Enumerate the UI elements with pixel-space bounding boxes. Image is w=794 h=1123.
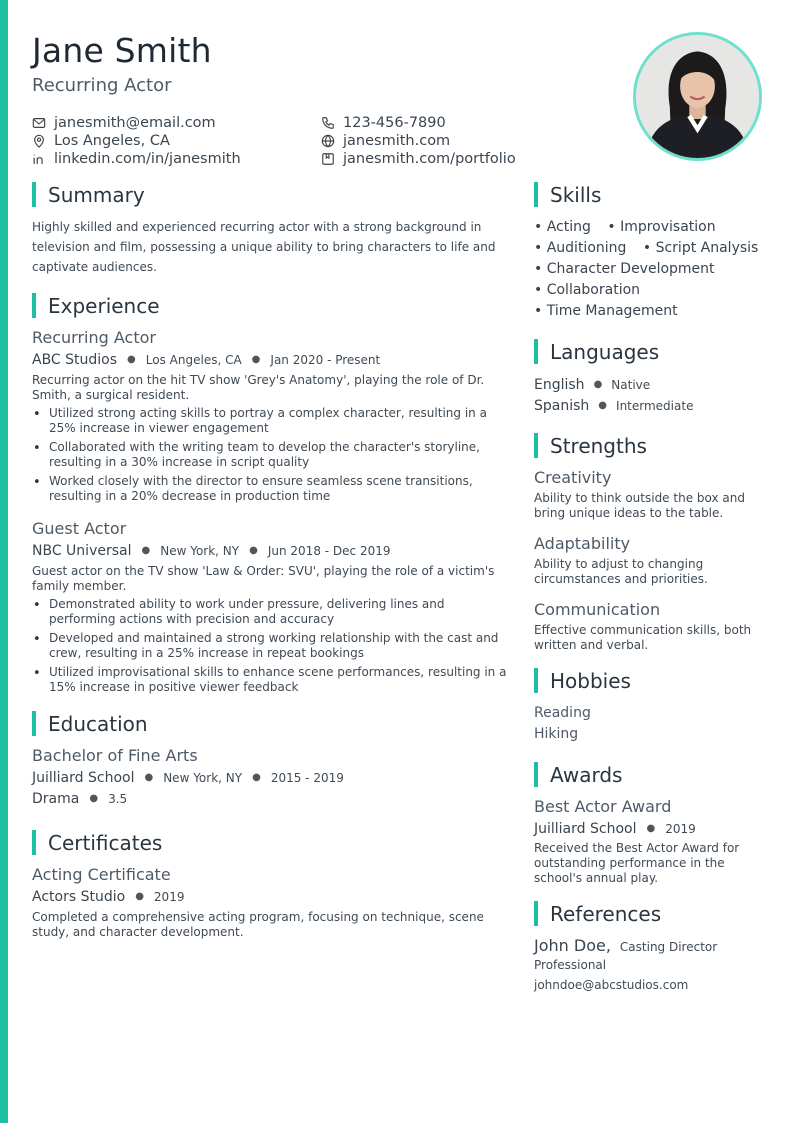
education-dates: 2015 - 2019 bbox=[270, 771, 344, 785]
skill-item: • Character Development bbox=[534, 261, 715, 277]
contact-phone[interactable] bbox=[321, 114, 581, 131]
hobbies-heading bbox=[534, 668, 774, 693]
summary-section bbox=[32, 182, 512, 277]
languages-heading-text: Languages bbox=[550, 339, 660, 364]
school-name: Juilliard School bbox=[32, 770, 135, 786]
language-name: Spanish bbox=[534, 397, 590, 414]
heading-accent-bar bbox=[534, 433, 538, 458]
separator-dot: ● bbox=[593, 379, 603, 390]
experience-heading-text: Experience bbox=[48, 293, 160, 318]
certificate-meta bbox=[32, 888, 512, 906]
skills-list bbox=[534, 217, 774, 322]
achievement-item: • Worked closely with the director to ensure seamless scene transitions, resulting in a 20% decrease in production time bbox=[32, 474, 512, 504]
certificate-year: 2019 bbox=[153, 890, 185, 904]
heading-accent-bar bbox=[32, 711, 36, 736]
phone-icon bbox=[321, 116, 335, 130]
reference-name-row bbox=[534, 936, 774, 955]
website-text: janesmith.com bbox=[343, 132, 451, 149]
certificates-section bbox=[32, 830, 512, 940]
strength-item bbox=[534, 534, 774, 587]
linkedin-text: linkedin.com/in/janesmith bbox=[54, 150, 241, 167]
profile-photo bbox=[633, 32, 762, 161]
references-section bbox=[534, 901, 774, 995]
skills-section bbox=[534, 182, 774, 322]
reference-name: John Doe, bbox=[534, 936, 611, 955]
awards-section bbox=[534, 762, 774, 886]
certificates-heading bbox=[32, 830, 512, 855]
experience-section bbox=[32, 293, 512, 695]
accent-bar bbox=[0, 0, 8, 1123]
skill-item: • Script Analysis bbox=[642, 240, 759, 256]
separator-dot: ● bbox=[252, 772, 261, 783]
education-heading bbox=[32, 711, 512, 736]
certificates-heading-text: Certificates bbox=[48, 830, 163, 855]
heading-accent-bar bbox=[534, 762, 538, 787]
strengths-heading bbox=[534, 433, 774, 458]
candidate-name: Jane Smith bbox=[32, 31, 212, 70]
job-dates: Jan 2020 - Present bbox=[270, 353, 381, 367]
strength-desc: Effective communication skills, both written and verbal. bbox=[534, 623, 752, 652]
linkedin-icon bbox=[32, 152, 46, 166]
hobbies-heading-text: Hobbies bbox=[550, 668, 631, 693]
location-text: Los Angeles, CA bbox=[54, 132, 170, 149]
candidate-title: Recurring Actor bbox=[32, 75, 172, 96]
award-year: 2019 bbox=[665, 822, 696, 836]
skills-heading-text: Skills bbox=[550, 182, 602, 207]
profile-portrait bbox=[636, 35, 759, 158]
skill-item: • Auditioning bbox=[534, 240, 627, 256]
phone-text: 123-456-7890 bbox=[343, 114, 446, 131]
education-section bbox=[32, 711, 512, 808]
separator-dot: ● bbox=[144, 772, 154, 783]
summary-heading-text: Summary bbox=[48, 182, 145, 207]
awards-heading bbox=[534, 762, 774, 787]
strengths-heading-text: Strengths bbox=[550, 433, 647, 458]
strength-title: Creativity bbox=[534, 468, 612, 487]
field-of-study: Drama bbox=[32, 791, 80, 807]
job-entry bbox=[32, 328, 512, 504]
degree-title: Bachelor of Fine Arts bbox=[32, 746, 198, 765]
achievement-item: • Demonstrated ability to work under pressure, delivering lines and performing actions with precision and accuracy bbox=[32, 597, 512, 627]
separator-dot: ● bbox=[135, 891, 144, 902]
skills-row bbox=[534, 259, 774, 280]
award-title: Best Actor Award bbox=[534, 797, 672, 816]
hobby-item: Reading bbox=[534, 705, 591, 721]
heading-accent-bar bbox=[32, 830, 36, 855]
contact-location bbox=[32, 132, 321, 149]
strength-item bbox=[534, 600, 774, 653]
skills-heading bbox=[534, 182, 774, 207]
education-field-row bbox=[32, 790, 512, 808]
heading-accent-bar bbox=[32, 182, 36, 207]
contact-info bbox=[32, 114, 592, 167]
education-heading-text: Education bbox=[48, 711, 148, 736]
job-description: Guest actor on the TV show 'Law & Order: SVU', playing the role of a victim's family member. bbox=[32, 564, 495, 593]
languages-section bbox=[534, 339, 774, 416]
job-location: Los Angeles, CA bbox=[145, 353, 242, 367]
map-pin-icon bbox=[32, 134, 46, 148]
achievement-item: • Collaborated with the writing team to develop the character's storyline, resulting in a 30% increase in script quality bbox=[32, 440, 512, 470]
heading-accent-bar bbox=[534, 182, 538, 207]
bookmark-icon bbox=[321, 152, 335, 166]
references-heading bbox=[534, 901, 774, 926]
language-item bbox=[534, 374, 774, 395]
hobbies-section bbox=[534, 668, 774, 745]
job-dates: Jun 2018 - Dec 2019 bbox=[267, 544, 391, 558]
heading-accent-bar bbox=[32, 293, 36, 318]
contact-linkedin[interactable] bbox=[32, 150, 321, 167]
skill-item: • Time Management bbox=[534, 303, 678, 319]
job-meta bbox=[32, 542, 512, 560]
heading-accent-bar bbox=[534, 901, 538, 926]
separator-dot: ● bbox=[127, 354, 136, 365]
globe-icon bbox=[321, 134, 335, 148]
job-achievements bbox=[32, 597, 512, 695]
strength-desc: Ability to think outside the box and bring unique ideas to the table. bbox=[534, 491, 745, 520]
reference-email[interactable]: johndoe@abcstudios.com bbox=[534, 978, 689, 992]
job-location: New York, NY bbox=[160, 544, 240, 558]
side-column bbox=[534, 182, 774, 995]
skills-row bbox=[534, 217, 774, 238]
heading-accent-bar bbox=[534, 339, 538, 364]
achievement-item: • Utilized strong acting skills to portray a complex character, resulting in a 25% increase in viewer engagement bbox=[32, 406, 512, 436]
reference-role: Casting Director bbox=[619, 940, 718, 954]
skill-item: • Collaboration bbox=[534, 282, 641, 298]
email-text: janesmith@email.com bbox=[54, 114, 216, 131]
envelope-icon bbox=[32, 116, 46, 130]
school-location: New York, NY bbox=[163, 771, 243, 785]
job-company: ABC Studios bbox=[32, 352, 118, 368]
experience-heading bbox=[32, 293, 512, 318]
certificate-issuer: Actors Studio bbox=[32, 889, 126, 905]
job-description: Recurring actor on the hit TV show 'Grey's Anatomy', playing the role of Dr. Smith, a surgical resident. bbox=[32, 373, 485, 402]
portfolio-text: janesmith.com/portfolio bbox=[343, 150, 516, 167]
strength-title: Communication bbox=[534, 600, 661, 619]
contact-portfolio[interactable] bbox=[321, 150, 581, 167]
separator-dot: ● bbox=[646, 823, 656, 834]
award-meta bbox=[534, 820, 774, 838]
contact-email[interactable] bbox=[32, 114, 321, 131]
language-level: Native bbox=[611, 377, 651, 392]
strengths-section bbox=[534, 433, 774, 653]
skills-row bbox=[534, 238, 774, 259]
strength-title: Adaptability bbox=[534, 534, 631, 553]
job-entry bbox=[32, 519, 512, 695]
separator-dot: ● bbox=[141, 545, 151, 556]
job-title: Recurring Actor bbox=[32, 328, 156, 347]
reference-relation: Professional bbox=[534, 958, 607, 972]
main-column bbox=[32, 182, 512, 940]
job-meta bbox=[32, 351, 512, 369]
skill-item: • Improvisation bbox=[607, 219, 716, 235]
separator-dot: ● bbox=[598, 400, 608, 411]
contact-website[interactable] bbox=[321, 132, 581, 149]
separator-dot: ● bbox=[89, 793, 99, 804]
language-level: Intermediate bbox=[616, 398, 694, 413]
awards-heading-text: Awards bbox=[550, 762, 623, 787]
skills-row bbox=[534, 301, 774, 322]
education-meta bbox=[32, 769, 512, 787]
separator-dot: ● bbox=[249, 545, 258, 556]
heading-accent-bar bbox=[534, 668, 538, 693]
achievement-item: • Utilized improvisational skills to enhance scene performances, resulting in a 15% increase in positive viewer feedback bbox=[32, 665, 512, 695]
certificate-name: Acting Certificate bbox=[32, 865, 171, 884]
skill-item: • Acting bbox=[534, 219, 591, 235]
strength-item bbox=[534, 468, 774, 521]
job-achievements bbox=[32, 406, 512, 504]
job-title: Guest Actor bbox=[32, 519, 127, 538]
certificate-description: Completed a comprehensive acting program, focusing on technique, scene study, and character development. bbox=[32, 910, 484, 939]
job-company: NBC Universal bbox=[32, 543, 132, 559]
gpa-value: 3.5 bbox=[108, 792, 128, 806]
languages-heading bbox=[534, 339, 774, 364]
language-name: English bbox=[534, 376, 585, 393]
resume-header bbox=[32, 30, 592, 167]
references-heading-text: References bbox=[550, 901, 662, 926]
summary-heading bbox=[32, 182, 512, 207]
language-item bbox=[534, 395, 774, 416]
achievement-item: • Developed and maintained a strong working relationship with the cast and crew, resulting in a 25% increase in repeat bookings bbox=[32, 631, 512, 661]
skills-row bbox=[534, 280, 774, 301]
separator-dot: ● bbox=[251, 354, 261, 365]
summary-text: Highly skilled and experienced recurring actor with a strong background in television and film, possessing a unique ability to bring characters to life and captivate audiences. bbox=[32, 220, 496, 274]
strength-desc: Ability to adjust to changing circumstances and priorities. bbox=[534, 557, 708, 586]
award-org: Juilliard School bbox=[534, 821, 637, 837]
award-desc: Received the Best Actor Award for outstanding performance in the school's annual play. bbox=[534, 841, 740, 885]
hobby-item: Hiking bbox=[534, 726, 579, 742]
